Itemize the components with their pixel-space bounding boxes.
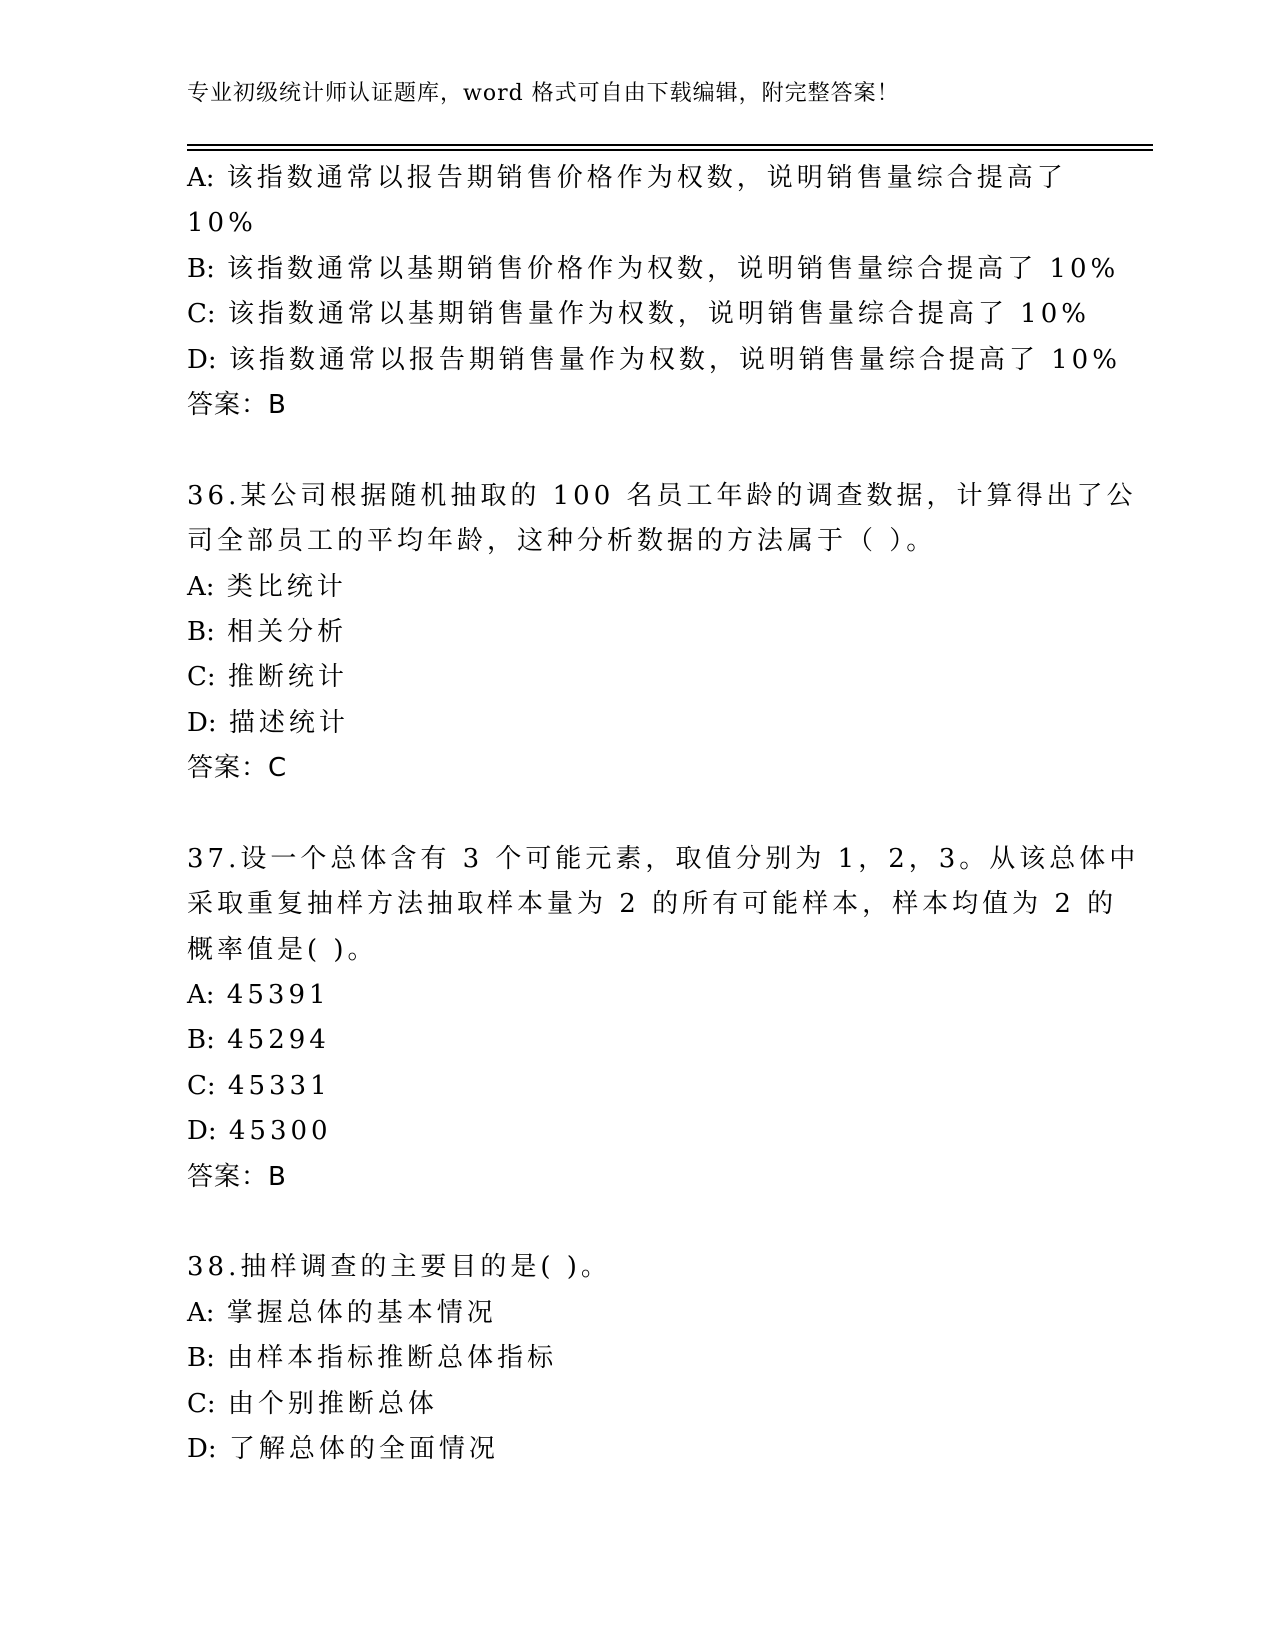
- question-text-line: 38.抽样调查的主要目的是( )。: [187, 1252, 611, 1283]
- option-b: B: 由样本指标推断总体指标: [187, 1343, 558, 1374]
- option-a: A: 掌握总体的基本情况: [187, 1297, 497, 1328]
- option-c: C: 45331: [187, 1070, 331, 1101]
- header-rule-top: [187, 144, 1153, 146]
- option-d: D: 描述统计: [187, 707, 349, 738]
- spacer: [187, 1200, 1087, 1245]
- option-a: A: 45391: [187, 980, 330, 1011]
- option-a-continuation: 10%: [187, 208, 257, 239]
- option-a: A: 该指数通常以报告期销售价格作为权数，说明销售量综合提高了: [187, 163, 1067, 193]
- spacer: [187, 791, 1087, 836]
- answer: 答案：C: [187, 753, 288, 784]
- option-b: B: 相关分析: [187, 616, 348, 647]
- option-b: B: 该指数通常以基期销售价格作为权数，说明销售量综合提高了 10%: [187, 253, 1120, 284]
- option-b: B: 45294: [187, 1025, 330, 1056]
- option-d: D: 该指数通常以报告期销售量作为权数，说明销售量综合提高了 10%: [187, 344, 1121, 375]
- question-text-line: 采取重复抽样方法抽取样本量为 2 的所有可能样本，样本均值为 2 的: [187, 889, 1118, 920]
- question-text-line: 概率值是( )。: [187, 934, 378, 965]
- question-36: [187, 474, 1137, 792]
- header-text: 专业初级统计师认证题库，word 格式可自由下载编辑，附完整答案！: [187, 81, 900, 106]
- answer: 答案：B: [187, 1161, 287, 1192]
- question-text-line: 37.设一个总体含有 3 个可能元素，取值分别为 1，2，3。从该总体中: [187, 843, 1140, 874]
- question-37: [187, 837, 1140, 1200]
- option-d: D: 45300: [187, 1116, 332, 1147]
- question-text-line: 司全部员工的平均年龄，这种分析数据的方法属于（ ）。: [187, 526, 937, 557]
- option-c: C: 由个别推断总体: [187, 1388, 438, 1419]
- option-a: A: 类比统计: [187, 571, 347, 602]
- question-text-line: 36.某公司根据随机抽取的 100 名员工年龄的调查数据，计算得出了公: [187, 480, 1137, 511]
- question-35-tail: [187, 156, 1121, 428]
- content: [187, 156, 1140, 1472]
- option-d: D: 了解总体的全面情况: [187, 1433, 499, 1464]
- header-rule-bottom: [187, 149, 1153, 151]
- option-c: C: 推断统计: [187, 662, 348, 693]
- spacer: [187, 428, 1087, 473]
- option-c: C: 该指数通常以基期销售量作为权数，说明销售量综合提高了 10%: [187, 299, 1090, 330]
- answer: 答案：B: [187, 389, 287, 420]
- question-38: [187, 1245, 1087, 1472]
